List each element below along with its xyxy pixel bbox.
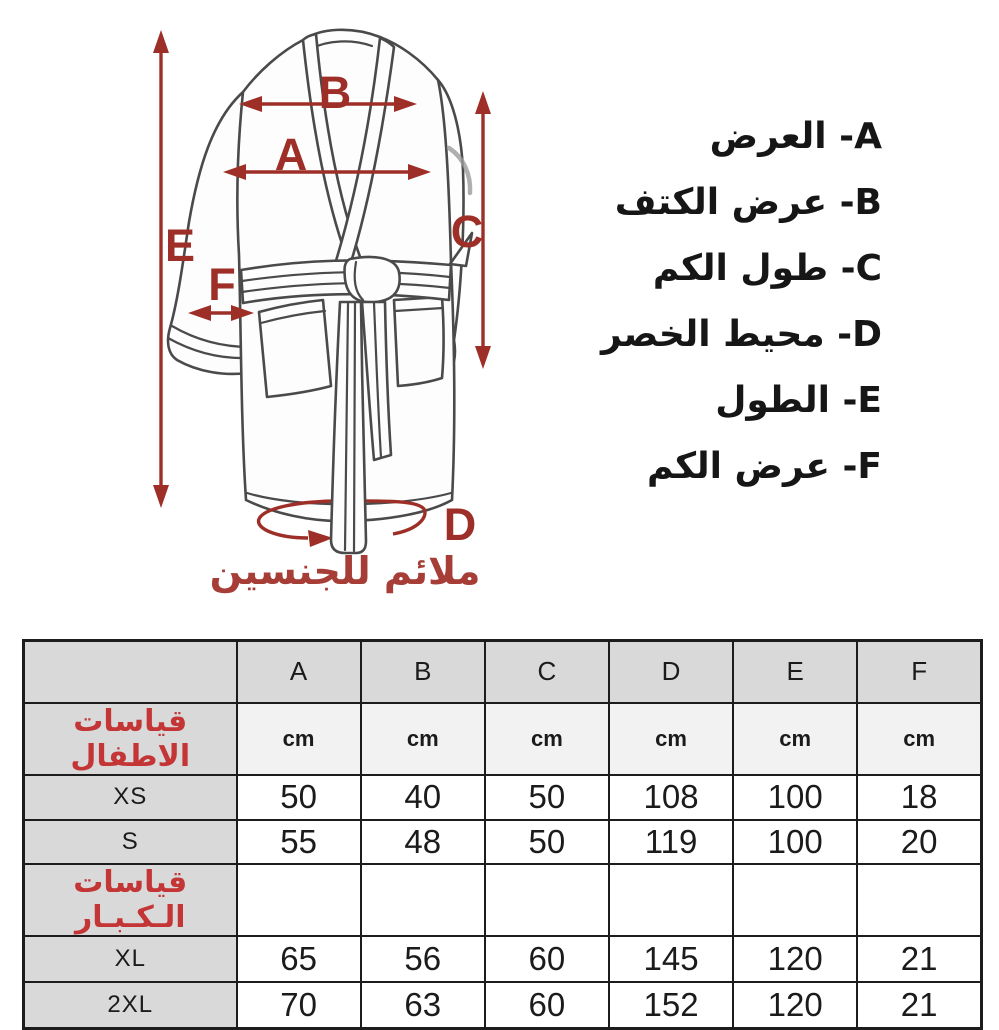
- row-label-xs: XS: [24, 775, 237, 820]
- size-cell: 145: [609, 936, 733, 982]
- size-cell: 50: [237, 775, 361, 820]
- legend-item-e: E- الطول: [715, 379, 882, 421]
- arrow-c-head-top: [475, 91, 491, 114]
- size-cell: 50: [485, 820, 609, 864]
- section-label-children: قياسات الاطفال: [24, 703, 237, 775]
- empty-cell: [485, 864, 609, 936]
- gender-suitability-note: ملائم للجنسين: [209, 549, 481, 593]
- size-cell: 21: [857, 936, 981, 982]
- size-cell: 108: [609, 775, 733, 820]
- size-table: [22, 639, 983, 1030]
- size-cell: 63: [361, 982, 485, 1029]
- col-header-d: D: [609, 641, 733, 703]
- empty-cell: [609, 864, 733, 936]
- size-cell: 60: [485, 936, 609, 982]
- measurement-legend: [601, 103, 882, 499]
- unit-cell: cm: [609, 703, 733, 775]
- arrow-label-d: D: [443, 499, 477, 550]
- size-row-xs: [24, 775, 982, 820]
- empty-cell: [237, 864, 361, 936]
- arrow-e-head-bottom: [153, 485, 169, 508]
- size-row-xl: [24, 936, 982, 982]
- col-header-f: F: [857, 641, 981, 703]
- children-section-units-row: [24, 703, 982, 775]
- legend-item-a: A- العرض: [709, 115, 882, 157]
- size-cell: 120: [733, 936, 857, 982]
- size-cell: 60: [485, 982, 609, 1029]
- unit-cell: cm: [361, 703, 485, 775]
- table-corner-cell: [24, 641, 237, 703]
- arrow-label-f: F: [208, 259, 236, 310]
- size-cell: 70: [237, 982, 361, 1029]
- arrow-e-head-top: [153, 30, 169, 53]
- size-cell: 50: [485, 775, 609, 820]
- size-cell: 55: [237, 820, 361, 864]
- arrow-label-a: A: [274, 129, 308, 180]
- arrow-label-c: C: [450, 206, 484, 257]
- size-cell: 20: [857, 820, 981, 864]
- size-row-s: [24, 820, 982, 864]
- unit-cell: cm: [237, 703, 361, 775]
- unit-cell: cm: [857, 703, 981, 775]
- size-row-2xl: [24, 982, 982, 1029]
- empty-cell: [733, 864, 857, 936]
- row-label-xl: XL: [24, 936, 237, 982]
- col-header-e: E: [733, 641, 857, 703]
- arrow-d-head: [308, 530, 333, 547]
- legend-item-c: C- طول الكم: [652, 247, 882, 289]
- size-cell: 152: [609, 982, 733, 1029]
- size-cell: 100: [733, 820, 857, 864]
- size-cell: 18: [857, 775, 981, 820]
- size-cell: 100: [733, 775, 857, 820]
- legend-item-f: F- عرض الكم: [646, 445, 882, 487]
- size-cell: 48: [361, 820, 485, 864]
- col-header-b: B: [361, 641, 485, 703]
- size-cell: 56: [361, 936, 485, 982]
- empty-cell: [857, 864, 981, 936]
- col-header-a: A: [237, 641, 361, 703]
- row-label-s: S: [24, 820, 237, 864]
- adults-section-row: [24, 864, 982, 936]
- arrow-label-b: B: [318, 67, 352, 118]
- size-cell: 119: [609, 820, 733, 864]
- legend-item-d: D- محيط الخصر: [600, 313, 882, 355]
- size-cell: 21: [857, 982, 981, 1029]
- unit-cell: cm: [733, 703, 857, 775]
- legend-item-b: B- عرض الكتف: [614, 181, 882, 223]
- size-cell: 40: [361, 775, 485, 820]
- section-label-adults: قياسات الـكـبـار: [24, 864, 237, 936]
- unit-cell: cm: [485, 703, 609, 775]
- arrow-label-e: E: [164, 220, 196, 271]
- size-cell: 120: [733, 982, 857, 1029]
- robe-belt-knot: [345, 257, 400, 302]
- table-header-row: [24, 641, 982, 703]
- size-cell: 65: [237, 936, 361, 982]
- empty-cell: [361, 864, 485, 936]
- row-label-2xl: 2XL: [24, 982, 237, 1029]
- robe-measurement-diagram: [0, 0, 620, 620]
- arrow-c-head-bottom: [475, 346, 491, 369]
- col-header-c: C: [485, 641, 609, 703]
